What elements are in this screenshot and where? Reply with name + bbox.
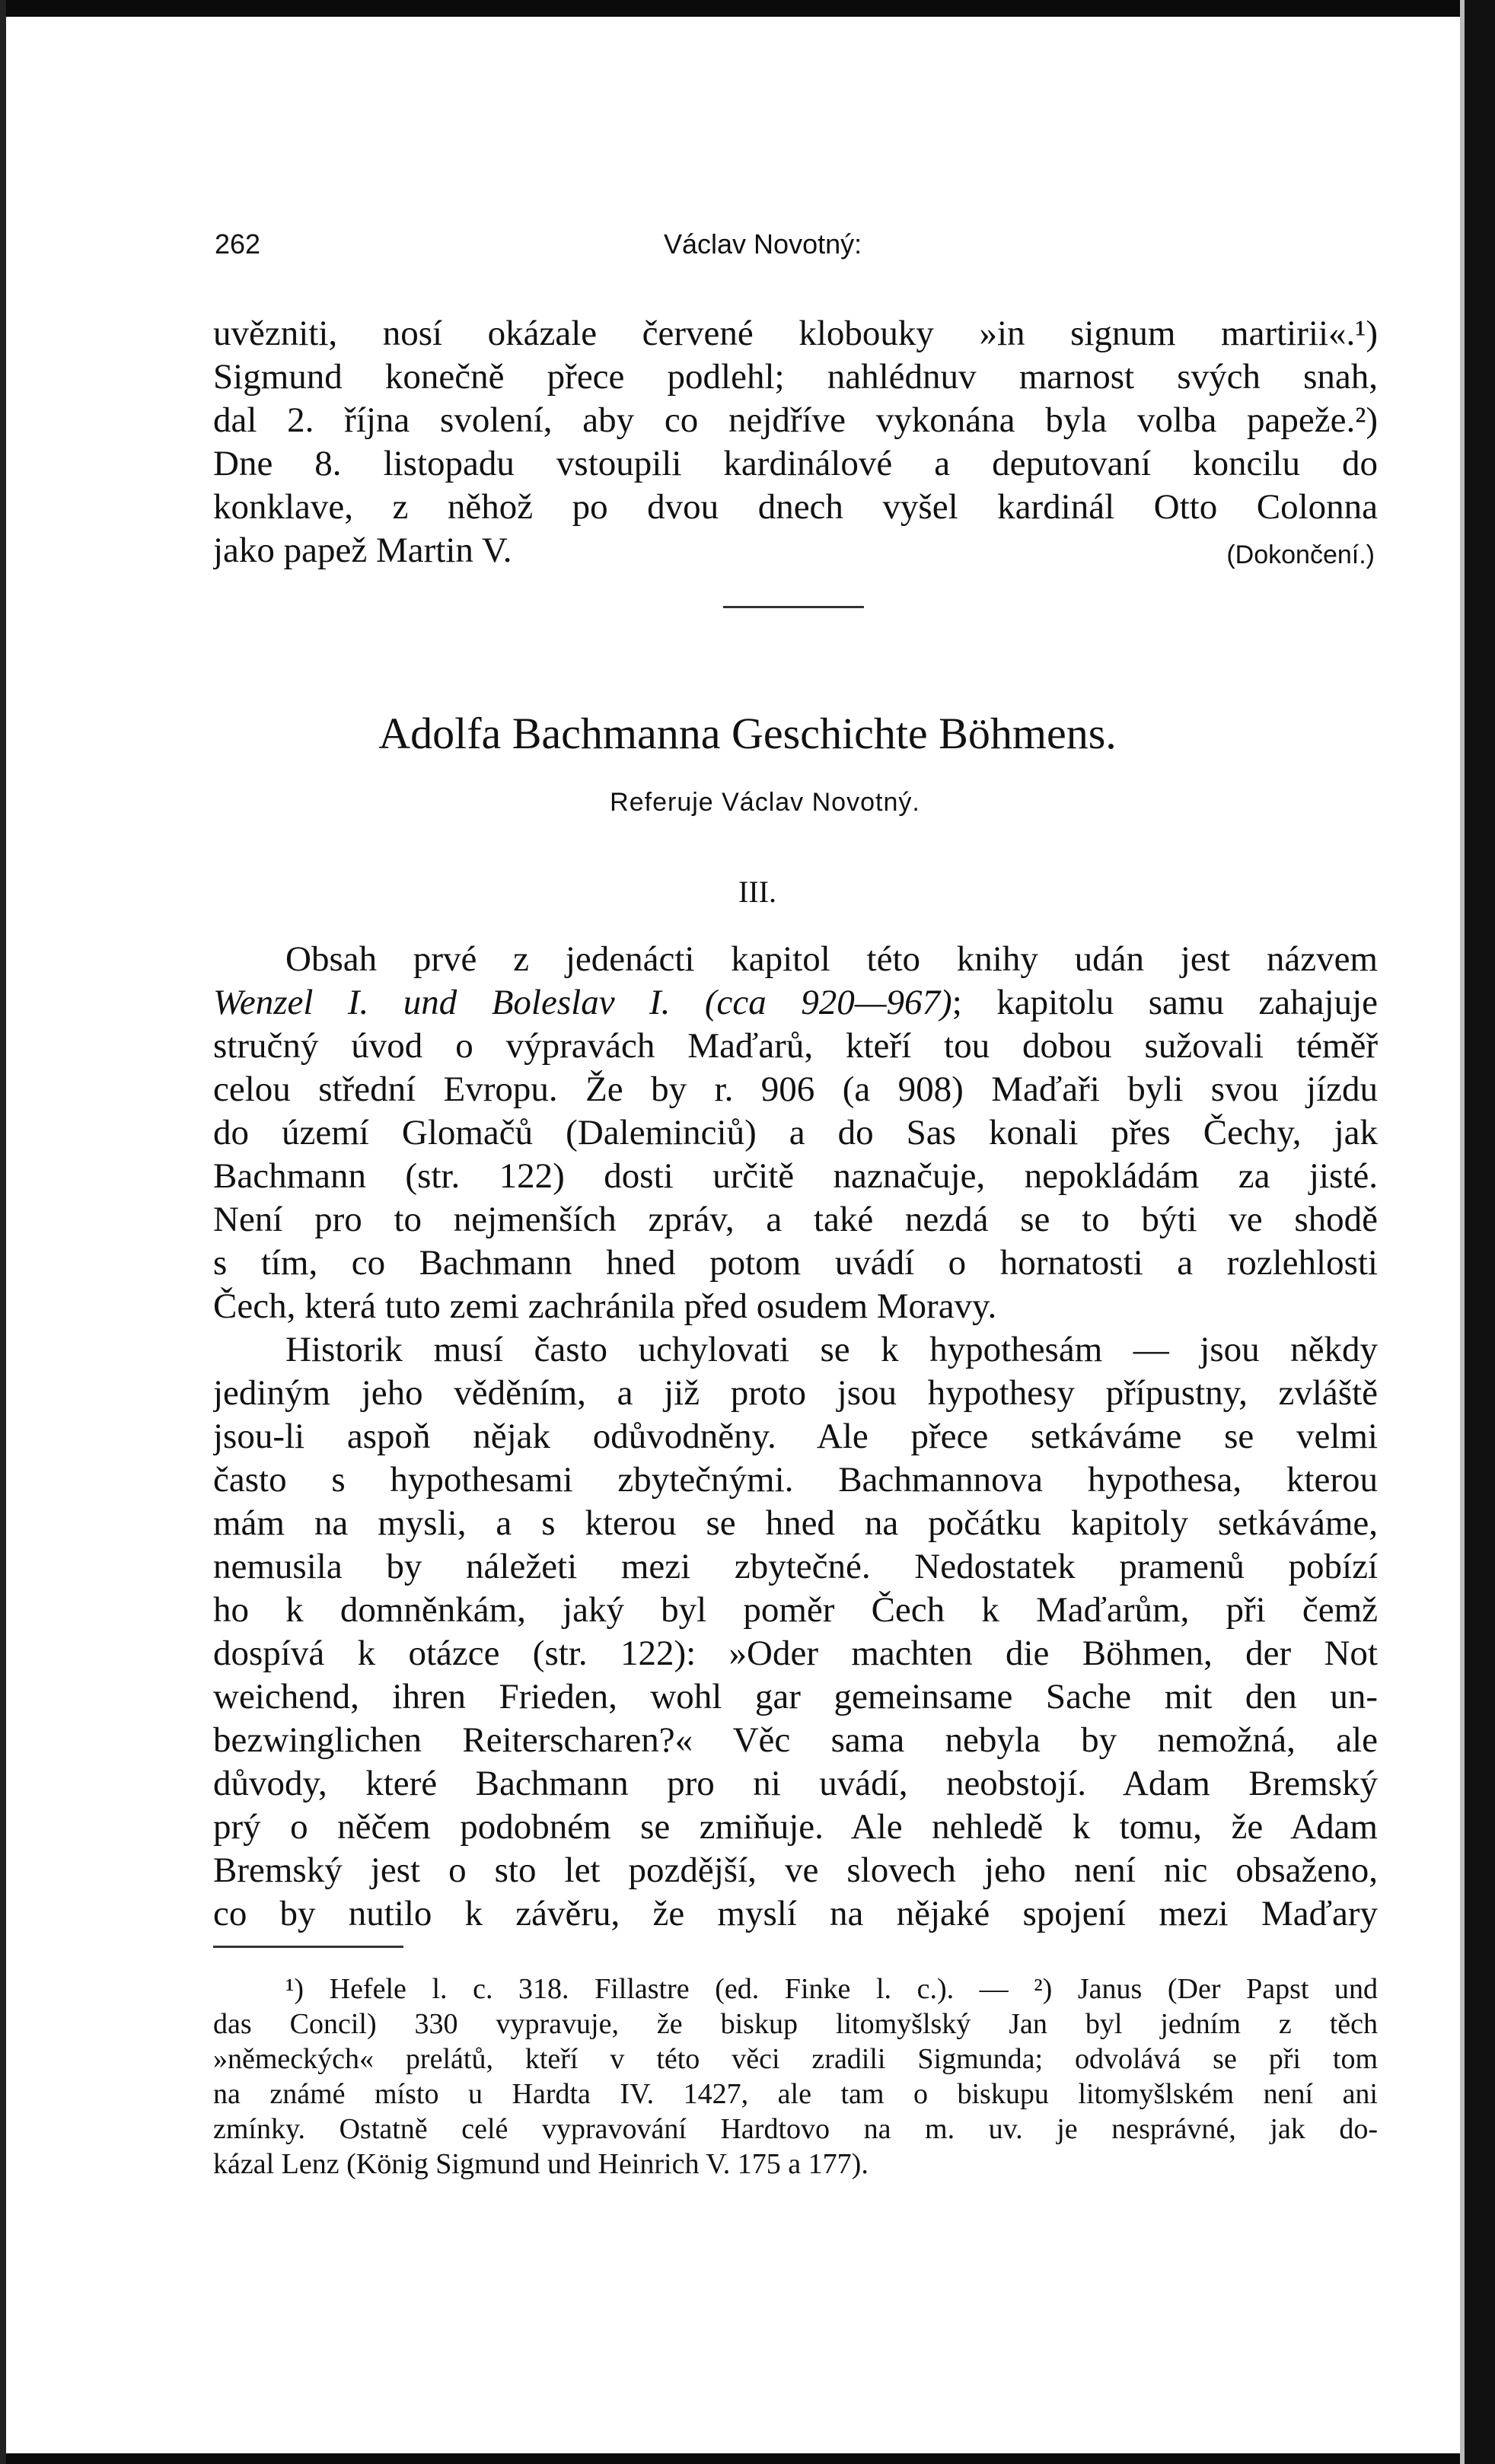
text-line: Obsah prvé z jedenácti kapitol této knihy udán jest názvem — [285, 939, 1378, 979]
text-line: Sigmund konečně přece podlehl; nahlédnuv marnost svých snah, — [213, 357, 1378, 397]
text-line: konklave, z něhož po dvou dnech vyšel kardinál Otto Colonna — [213, 487, 1378, 527]
section-divider — [723, 606, 864, 608]
text-line: ho k domněnkám, jaký byl poměr Čech k Maďarům, při čemž — [213, 1590, 1378, 1630]
text-line: dal 2. října svolení, aby co nejdříve vykonána byla volba papeže.²) — [213, 400, 1378, 440]
scan-border-top — [0, 0, 1495, 17]
scan-border-left — [0, 0, 6, 2464]
page-number: 262 — [215, 228, 261, 260]
text-line: Historik musí často uchylovati se k hypothesám — jsou někdy — [285, 1330, 1378, 1369]
article-byline: Referuje Václav Novotný. — [610, 788, 920, 817]
text-line: jsou-li aspoň nějak odůvodněny. Ale přece setkáváme se velmi — [213, 1417, 1378, 1456]
page-edge — [1460, 0, 1465, 2464]
text-line: důvody, které Bachmann pro ni uvádí, neobstojí. Adam Bremský — [213, 1764, 1378, 1803]
text-line: jediným jeho věděním, a již proto jsou hypothesy přípustny, zvláště — [213, 1373, 1378, 1413]
footnote-line: na známé místo u Hardta IV. 1427, ale tam o biskupu litomyšlském není ani — [213, 2078, 1378, 2110]
footnote-divider — [213, 1946, 403, 1948]
footnote-line: kázal Lenz (König Sigmund und Heinrich V. 175 a 177). — [213, 2148, 869, 2180]
text-line: do území Glomačů (Daleminciů) a do Sas konali přes Čechy, jak — [213, 1113, 1378, 1152]
footnote-line: zmínky. Ostatně celé vypravování Hardtovo na m. uv. je nesprávné, jak do- — [213, 2113, 1378, 2145]
section-number: III. — [738, 875, 776, 909]
to-be-concluded-note: (Dokončení.) — [1226, 540, 1375, 569]
text-line: Dne 8. listopadu vstoupili kardinálové a deputovaní koncilu do — [213, 444, 1378, 483]
text-line: mám na mysli, a s kterou se hned na počátku kapitoly setkáváme, — [213, 1503, 1378, 1543]
text-line: celou střední Evropu. Že by r. 906 (a 908) Maďaři byli svou jízdu — [213, 1069, 1378, 1109]
text-line: s tím, co Bachmann hned potom uvádí o hornatosti a rozlehlosti — [213, 1243, 1378, 1283]
running-title: Václav Novotný: — [664, 228, 862, 260]
italic-title: Wenzel I. und Boleslav I. (cca 920—967) — [213, 983, 952, 1022]
text-line: Čech, která tuto zemi zachránila před osudem Moravy. — [213, 1286, 997, 1326]
text-line: bezwinglichen Reiterscharen?« Věc sama nebyla by nemožná, ale — [213, 1720, 1378, 1760]
text-line: Bremský jest o sto let pozdější, ve slovech jeho není nic obsaženo, — [213, 1850, 1378, 1890]
text-line: Bachmann (str. 122) dosti určitě naznačuje, nepokládám za jisté. — [213, 1156, 1378, 1196]
text-line — [213, 981, 1378, 1025]
text-line: Není pro to nejmenších zpráv, a také nezdá se to býti ve shodě — [213, 1200, 1378, 1239]
footnote-line: ¹) Hefele l. c. 318. Fillastre (ed. Finke l. c.). — ²) Janus (Der Papst und — [285, 1973, 1378, 2005]
text-line: dospívá k otázce (str. 122): »Oder machten die Böhmen, der Not — [213, 1634, 1378, 1673]
text-span: ; kapitolu samu zahajuje — [952, 983, 1378, 1022]
text-line: weichend, ihren Frieden, wohl gar gemeinsame Sache mit den un- — [213, 1677, 1378, 1717]
text-line: co by nutilo k závěru, že myslí na nějaké spojení mezi Maďary — [213, 1894, 1378, 1933]
footnote-line: »německých« prelátů, kteří v této věci zradili Sigmunda; odvolává se při tom — [213, 2043, 1378, 2075]
scan-border-bottom — [0, 2453, 1495, 2464]
text-line: uvězniti, nosí okázale červené klobouky »in signum martirii«.¹) — [213, 314, 1378, 353]
text-line: prý o něčem podobném se zmiňuje. Ale nehledě k tomu, že Adam — [213, 1807, 1378, 1847]
text-line: stručný úvod o výpravách Maďarů, kteří tou dobou sužovali téměř — [213, 1026, 1378, 1066]
footnote-line: das Concil) 330 vypravuje, že biskup litomyšlský Jan byl jedním z těch — [213, 2008, 1378, 2040]
text-line: nemusila by náležeti mezi zbytečné. Nedostatek pramenů pobízí — [213, 1547, 1378, 1586]
text-line: jako papež Martin V. — [213, 531, 512, 570]
scan-border-right — [1465, 0, 1495, 2464]
article-title: Adolfa Bachmanna Geschichte Böhmens. — [378, 709, 1117, 758]
text-line: často s hypothesami zbytečnými. Bachmannova hypothesa, kterou — [213, 1460, 1378, 1500]
